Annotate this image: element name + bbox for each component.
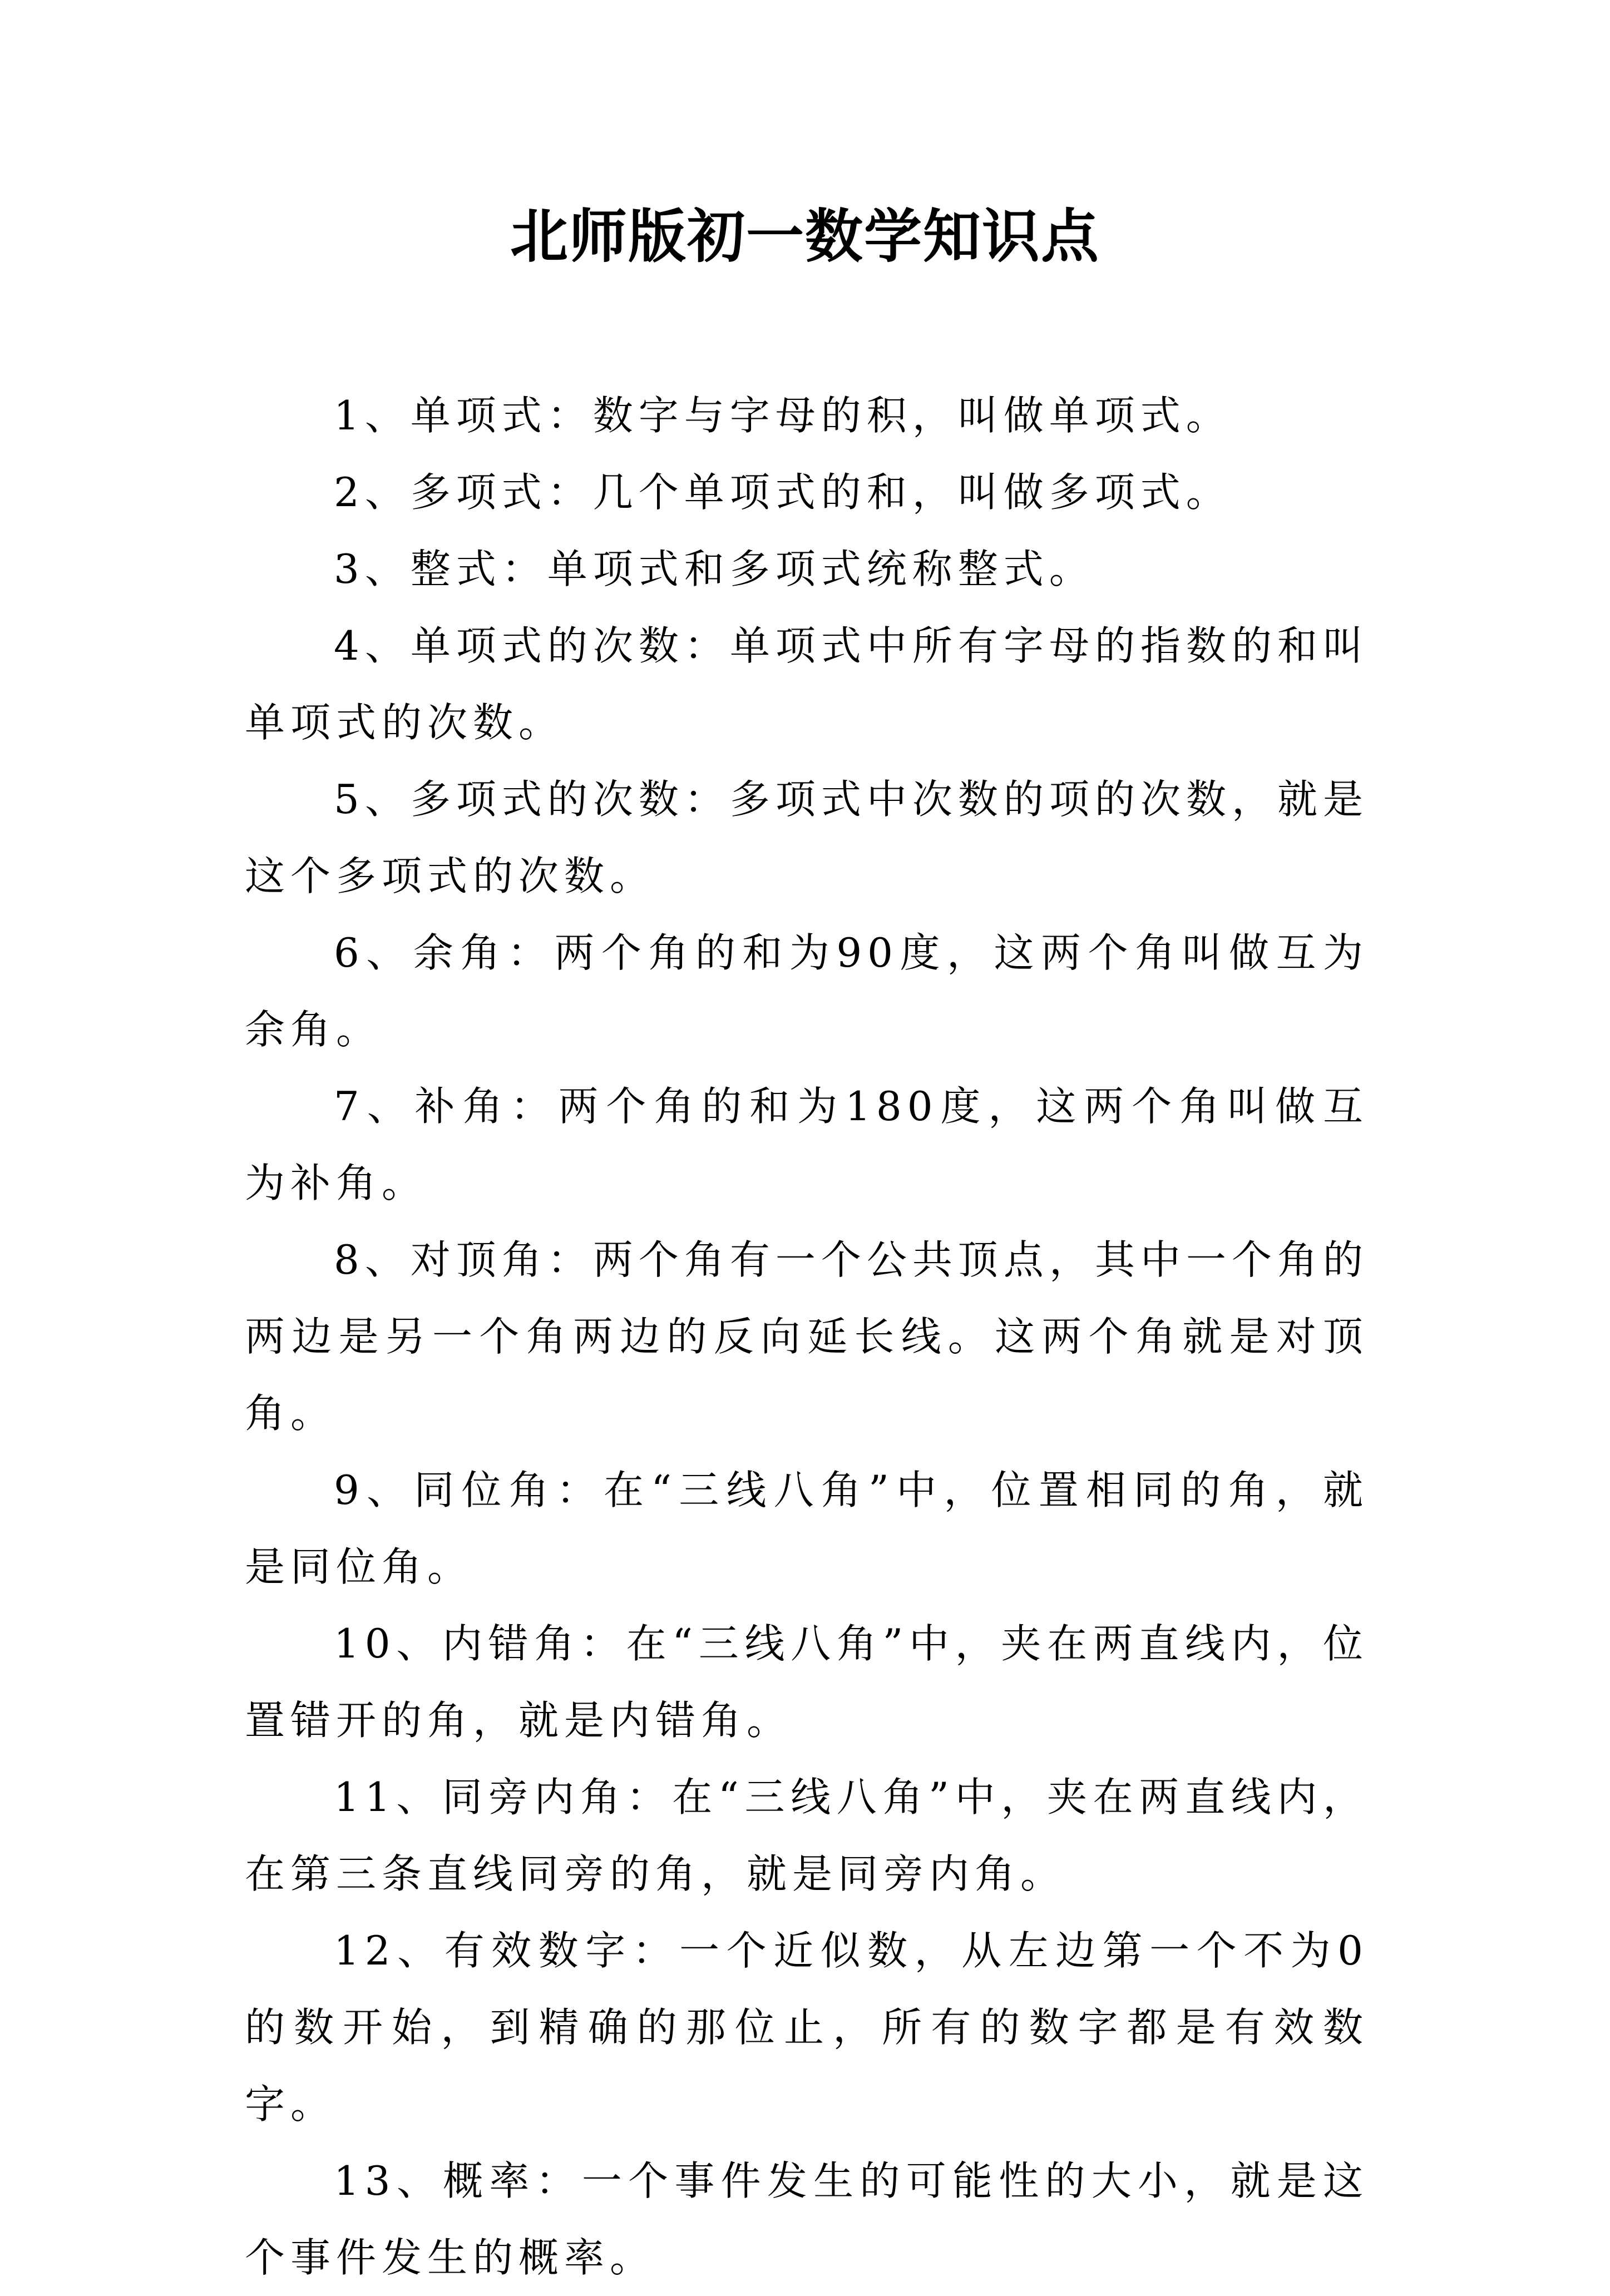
list-item: 7、补角：两个角的和为180度，这两个角叫做互为补角。 — [245, 1083, 1369, 1206]
list-item: 11、同旁内角：在“三线八角”中，夹在两直线内，在第三条直线同旁的角，就是同旁内角。 — [245, 1774, 1369, 1897]
page-title: 北师版初一数学知识点 — [510, 202, 1100, 270]
list-item: 12、有效数字：一个近似数，从左边第一个不为0的数开始，到精确的那位止，所有的数字都是有效数字。 — [245, 1927, 1369, 2127]
list-item: 2、多项式：几个单项式的和，叫做多项式。 — [334, 469, 1232, 516]
list-item: 5、多项式的次数：多项式中次数的项的次数，就是这个多项式的次数。 — [245, 776, 1369, 899]
knowledge-list — [245, 377, 1369, 2296]
list-item: 9、同位角：在“三线八角”中，位置相同的角，就是同位角。 — [245, 1467, 1369, 1590]
list-item: 4、单项式的次数：单项式中所有字母的指数的和叫单项式的次数。 — [245, 622, 1369, 746]
list-item: 10、内错角：在“三线八角”中，夹在两直线内，位置错开的角，就是内错角。 — [245, 1620, 1369, 1744]
list-item: 6、余角：两个角的和为90度，这两个角叫做互为余角。 — [245, 929, 1369, 1053]
list-item: 8、对顶角：两个角有一个公共顶点，其中一个角的两边是另一个角两边的反向延长线。这两个角就是对顶角。 — [245, 1236, 1369, 1437]
list-item: 13、概率：一个事件发生的可能性的大小，就是这个事件发生的概率。 — [245, 2158, 1369, 2281]
list-item: 3、整式：单项式和多项式统称整式。 — [334, 546, 1095, 592]
list-item: 1、单项式：数字与字母的积，叫做单项式。 — [334, 392, 1232, 439]
